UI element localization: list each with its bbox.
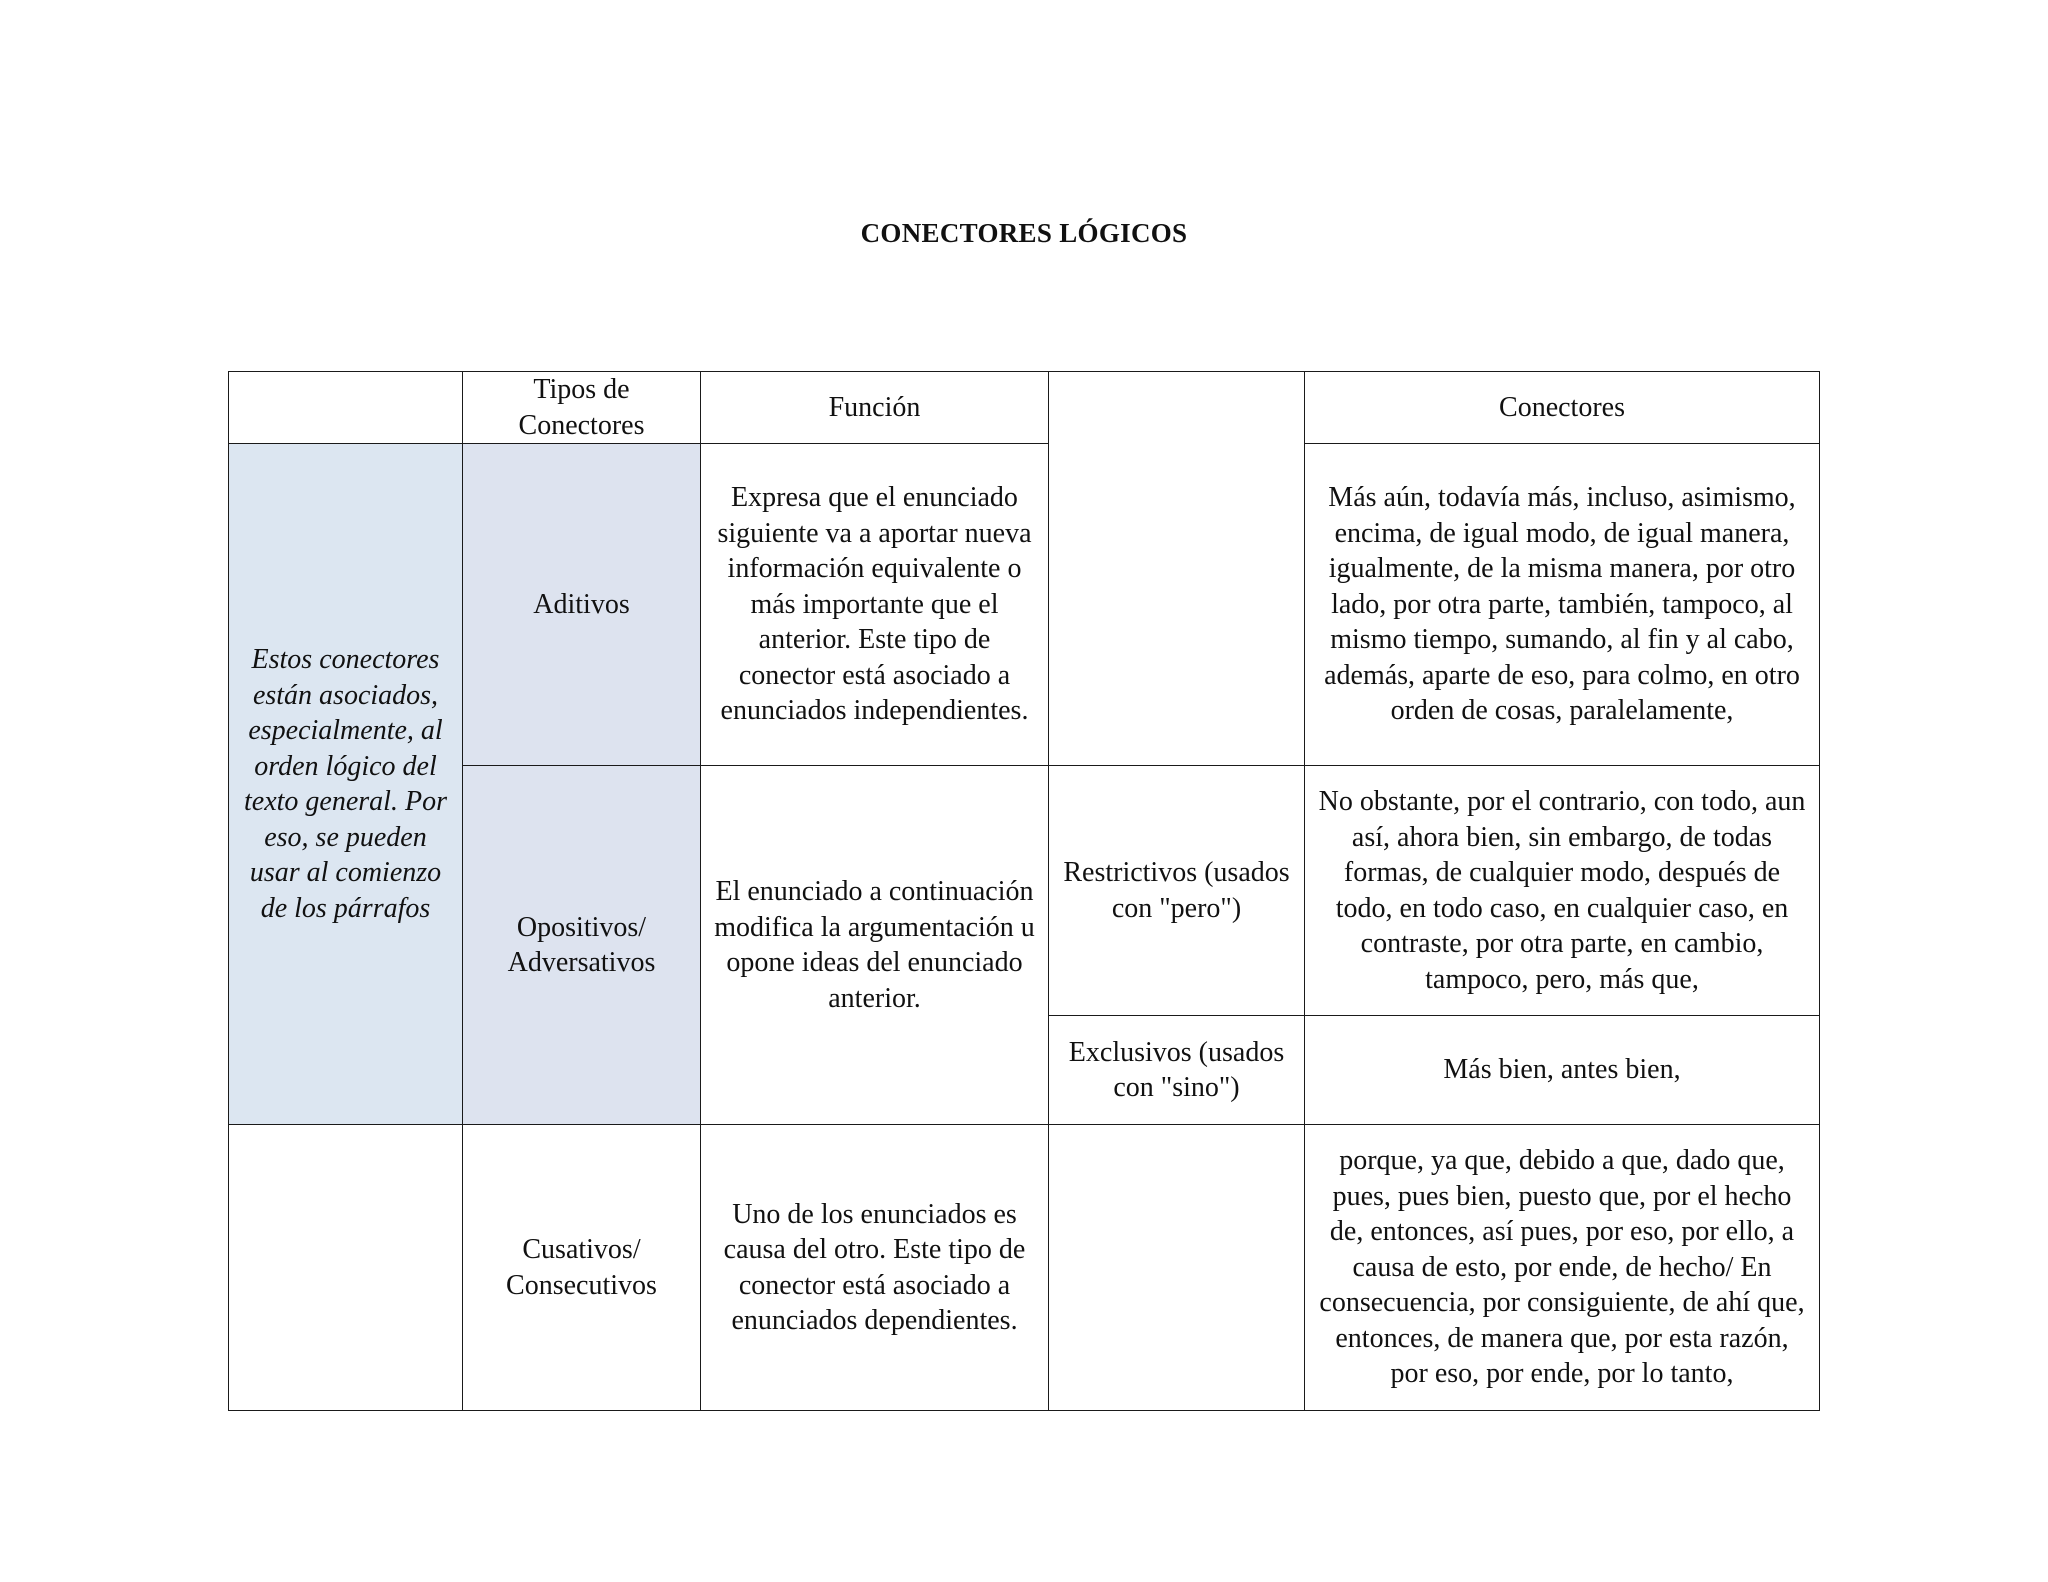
connectors-table [228, 371, 1820, 1411]
header-subtipo-cell [1049, 372, 1305, 766]
header-funcion: Función [701, 372, 1049, 444]
funcion-opositivos: El enunciado a continuación modifica la argumentación u opone ideas del enunciado anterior. [701, 766, 1049, 1125]
header-row [229, 372, 1820, 444]
table-row-aditivos [229, 444, 1820, 766]
subtipo-causativos-blank [1049, 1125, 1305, 1411]
shared-description-cell: Estos conectores están asociados, especialmente, al orden lógico del texto general. Por eso, se pueden usar al comienzo de los párrafos [229, 444, 463, 1125]
table-row-causativos [229, 1125, 1820, 1411]
conectores-restrictivos: No obstante, por el contrario, con todo, aun así, ahora bien, sin embargo, de todas formas, de cualquier modo, después de todo, en todo caso, en cualquier caso, en contraste, por otra parte, en cambio, tampoco, pero, más que, [1305, 766, 1820, 1016]
funcion-causativos: Uno de los enunciados es causa del otro. Este tipo de conector está asociado a enunciados dependientes. [701, 1125, 1049, 1411]
header-tipos: Tipos de Conectores [463, 372, 701, 444]
tipo-causativos: Cusativos/ Consecutivos [463, 1125, 701, 1411]
conectores-causativos: porque, ya que, debido a que, dado que, pues, pues bien, puesto que, por el hecho de, entonces, así pues, por eso, por ello, a causa de esto, por ende, de hecho/ En consecuencia, por consiguiente, de ahí que, entonces, de manera que, por esta razón, por eso, por ende, por lo tanto, [1305, 1125, 1820, 1411]
tipo-opositivos: Opositivos/ Adversativos [463, 766, 701, 1125]
table-row-restrictivos [229, 766, 1820, 1016]
subtipo-exclusivos: Exclusivos (usados con "sino") [1049, 1016, 1305, 1125]
conectores-exclusivos: Más bien, antes bien, [1305, 1016, 1820, 1125]
funcion-aditivos: Expresa que el enunciado siguiente va a aportar nueva información equivalente o más importante que el anterior. Este tipo de conector está asociado a enunciados independientes. [701, 444, 1049, 766]
page-title: CONECTORES LÓGICOS [860, 218, 1188, 248]
causativos-blank-cell [229, 1125, 463, 1411]
subtipo-restrictivos: Restrictivos (usados con "pero") [1049, 766, 1305, 1016]
header-blank-cell [229, 372, 463, 444]
tipo-aditivos: Aditivos [463, 444, 701, 766]
header-conectores: Conectores [1305, 372, 1820, 444]
conectores-aditivos: Más aún, todavía más, incluso, asimismo, encima, de igual modo, de igual manera, igualmente, de la misma manera, por otro lado, por otra parte, también, tampoco, al mismo tiempo, sumando, al fin y al cabo, además, aparte de eso, para colmo, en otro orden de cosas, paralelamente, [1305, 444, 1820, 766]
